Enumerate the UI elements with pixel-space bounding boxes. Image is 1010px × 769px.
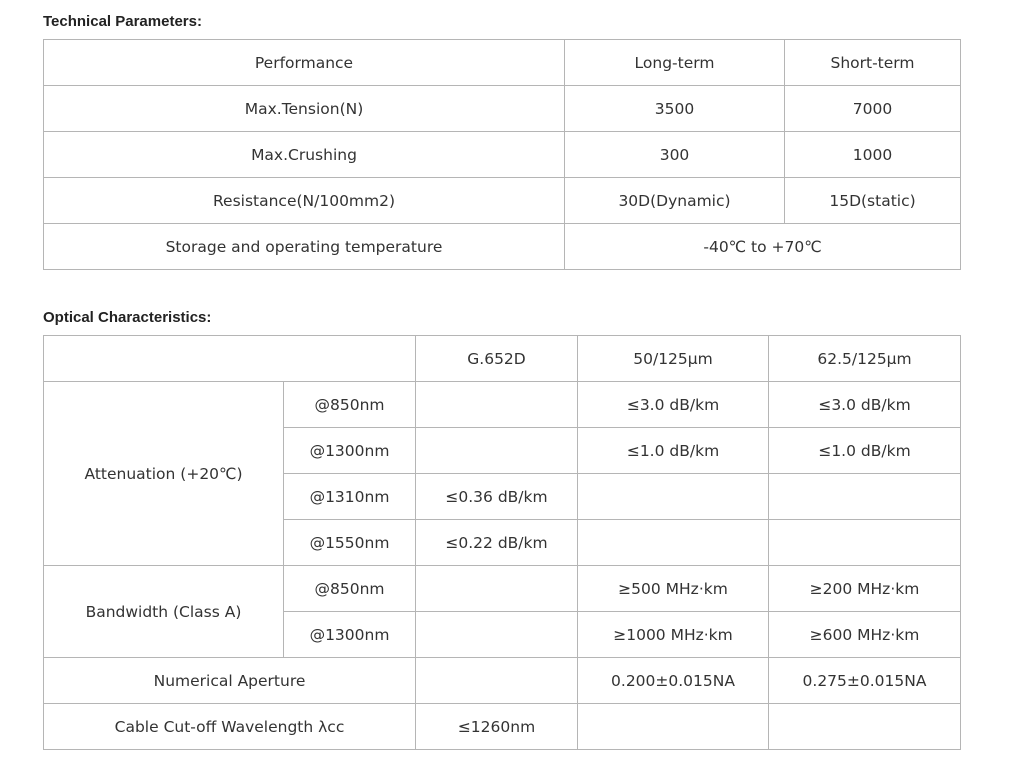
table-row	[44, 566, 961, 612]
mm625-value	[769, 474, 961, 520]
mm50-value: ≤3.0 dB/km	[578, 382, 769, 428]
header-performance: Performance	[44, 40, 565, 86]
header-g652d: G.652D	[416, 336, 578, 382]
temperature-range-value: -40℃ to +70℃	[565, 224, 961, 270]
g652d-value	[416, 612, 578, 658]
mm625-value	[769, 520, 961, 566]
mm50-value: ≥1000 MHz·km	[578, 612, 769, 658]
table-row	[44, 704, 961, 750]
short-term-value: 1000	[785, 132, 961, 178]
mm50-value	[578, 704, 769, 750]
long-term-value: 30D(Dynamic)	[565, 178, 785, 224]
mm625-value: ≤1.0 dB/km	[769, 428, 961, 474]
wavelength-cell: @1300nm	[284, 612, 416, 658]
header-short-term: Short-term	[785, 40, 961, 86]
optical-characteristics-table	[43, 335, 961, 750]
wavelength-cell: @1310nm	[284, 474, 416, 520]
table-row	[44, 382, 961, 428]
long-term-value: 3500	[565, 86, 785, 132]
long-term-value: 300	[565, 132, 785, 178]
table-header-row	[44, 40, 961, 86]
numerical-aperture-label: Numerical Aperture	[44, 658, 416, 704]
g652d-value	[416, 382, 578, 428]
g652d-value: ≤0.22 dB/km	[416, 520, 578, 566]
mm625-value: 0.275±0.015NA	[769, 658, 961, 704]
cutoff-wavelength-label: Cable Cut-off Wavelength λcc	[44, 704, 416, 750]
attenuation-label: Attenuation (+20℃)	[44, 382, 284, 566]
bandwidth-label: Bandwidth (Class A)	[44, 566, 284, 658]
wavelength-cell: @1300nm	[284, 428, 416, 474]
table-row	[44, 658, 961, 704]
row-label: Max.Tension(N)	[44, 86, 565, 132]
mm50-value	[578, 520, 769, 566]
mm625-value: ≥200 MHz·km	[769, 566, 961, 612]
mm50-value: ≥500 MHz·km	[578, 566, 769, 612]
header-long-term: Long-term	[565, 40, 785, 86]
mm50-value: 0.200±0.015NA	[578, 658, 769, 704]
short-term-value: 15D(static)	[785, 178, 961, 224]
mm625-value: ≤3.0 dB/km	[769, 382, 961, 428]
optical-characteristics-title: Optical Characteristics:	[43, 309, 212, 326]
g652d-value	[416, 566, 578, 612]
table-row	[44, 86, 961, 132]
header-blank	[44, 336, 416, 382]
technical-parameters-title: Technical Parameters:	[43, 13, 202, 30]
row-label: Resistance(N/100mm2)	[44, 178, 565, 224]
mm50-value: ≤1.0 dB/km	[578, 428, 769, 474]
g652d-value: ≤0.36 dB/km	[416, 474, 578, 520]
g652d-value	[416, 428, 578, 474]
short-term-value: 7000	[785, 86, 961, 132]
header-62-5-125: 62.5/125μm	[769, 336, 961, 382]
mm625-value: ≥600 MHz·km	[769, 612, 961, 658]
table-header-row	[44, 336, 961, 382]
header-50-125: 50/125μm	[578, 336, 769, 382]
table-row	[44, 178, 961, 224]
row-label: Max.Crushing	[44, 132, 565, 178]
mm625-value	[769, 704, 961, 750]
g652d-value	[416, 658, 578, 704]
table-row	[44, 132, 961, 178]
technical-parameters-table	[43, 39, 961, 270]
wavelength-cell: @1550nm	[284, 520, 416, 566]
wavelength-cell: @850nm	[284, 566, 416, 612]
mm50-value	[578, 474, 769, 520]
row-label: Storage and operating temperature	[44, 224, 565, 270]
wavelength-cell: @850nm	[284, 382, 416, 428]
table-row	[44, 224, 961, 270]
g652d-value: ≤1260nm	[416, 704, 578, 750]
